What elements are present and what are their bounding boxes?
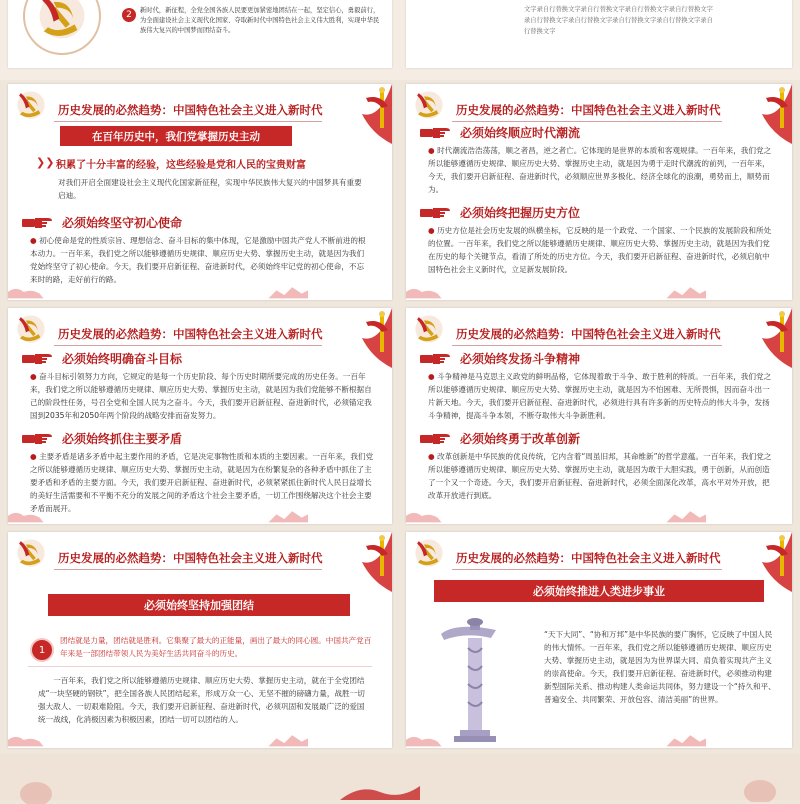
slide-title: 历史发展的必然趋势：中国特色社会主义进入新时代 [456, 327, 721, 341]
divider [452, 345, 722, 346]
paragraph-text: 主要矛盾是诸多矛盾中起主要作用的矛盾，它是决定事物性质和本质的主要因素。一百年来，我们党之所以能够遵循历史规律、顺应历史大势、掌握历史主动，就是因为在纷繁复杂的各种矛盾中抓住了主要矛盾和矛盾的主要方面。今天，我们要开启新征程、奋进新时代，必须紧紧抓住新时代人民日益增长的美好生活需要和不平衡不充分的发展之间的矛盾这个社会主要矛盾，一切工作围绕解决这个社会主要矛盾而展开。 [30, 452, 374, 513]
divider [452, 121, 722, 122]
slide-title: 历史发展的必然趋势：中国特色社会主义进入新时代 [58, 551, 323, 565]
section-heading [420, 124, 580, 141]
section-heading [22, 350, 182, 367]
section-banner: 在百年历史中，我们党掌握历史主动 [60, 126, 292, 146]
bottom-deco-icon [8, 732, 308, 748]
slide-3 [8, 308, 392, 524]
ribbon-deco-icon [340, 780, 420, 800]
bottom-deco-icon [406, 732, 706, 748]
section-heading-text: 必须始终把握历史方位 [460, 206, 581, 220]
slide-5 [8, 532, 392, 748]
paragraph: 一百年来，我们党之所以能够遵循历史规律、顺应历史大势、掌握历史主动，就在于全党团结成“一块坚硬的钢铁”，把全国各族人民团结起来，形成万众一心、无坚不摧的磅礴力量，战胜一切强大敌人、一切艰难险阻。今天，我们要开启新征程、奋进新时代，必须巩固和发展最广泛的爱国统一战线，化消极因素为积极因素，团结一切可以团结的人。 [38, 676, 365, 724]
section-heading [22, 214, 182, 231]
slide-header [406, 532, 792, 578]
huabiao-pillar-icon [436, 604, 506, 744]
slide-header [8, 308, 392, 354]
slide-1 [8, 84, 392, 300]
party-emblem-icon [412, 88, 446, 122]
party-emblem-icon [14, 536, 48, 570]
paragraph: ● 改革创新是中华民族的优良传统，它内含着“周虽旧邦，其命维新”的哲学意蕴。一百年来，我们党之所以能够遵循历史规律、顺应历史大势、掌握历史主动，就是因为敢于大胆实践，勇于创新，从而创造了一个又一个奇迹。今天，我们要开启新征程、奋进新时代，必须全面深化改革，高水平对外开放，把改革开放进行到底。 [428, 452, 772, 500]
double-chevron-icon: ❯❯ [36, 156, 55, 169]
paragraph-text: 奋斗目标引领努力方向，它规定的是每一个历史阶段、每个历史时期所要完成的历史任务。一百年来，我们党之所以能够遵循历史规律、顺应历史大势、掌握历史主动，就是因为我们党能够不断根据自己的阶段性任务，号召全党和全国人民为之奋斗。今天，我们要开启新征程、奋进新时代，必须锚定我国到2035年和2050年两个阶段的战略安排而奋发努力。 [30, 372, 372, 420]
paragraph-text: 改革创新是中华民族的优良传统，它内含着“周虽旧邦，其命维新”的哲学意蕴。一百年来，我们党之所以能够遵循历史规律、顺应历史大势、掌握历史主动，就是因为敢于大胆实践，勇于创新，从而创造了一个又一个奇迹。今天，我们要开启新征程、奋进新时代，必须全面深化改革，高水平对外开放，把改革开放进行到底。 [428, 452, 772, 500]
top-left-text: 新时代，新征程，全党全国各族人民要更加紧密地团结在一起，坚定信心，勇毅前行，为全面建设社会主义现代化国家、夺取新时代中国特色社会主义伟大胜利，实现中华民族伟大复兴的中国梦而团结奋斗。 [140, 7, 380, 34]
slide-title: 历史发展的必然趋势：中国特色社会主义进入新时代 [58, 103, 323, 117]
section-heading-text: 必须始终坚守初心使命 [62, 216, 183, 230]
number-badge: 1 [30, 638, 54, 662]
paragraph: ● 时代潮流浩浩荡荡，顺之者昌，逆之者亡。它体现的是世界的本质和客观规律。一百年来，我们党之所以能够遵循历史规律、顺应历史大势、掌握历史主动，就是因为勇于走时代潮流的前列，一百年来，今天，我们要开启新征程、奋进新时代，必须顺应世界多极化、经济全球化的浪潮，勇势而上，顺势而为。 [428, 146, 772, 194]
lead-text: 团结就是力量，团结就是胜利。它集聚了最大的正能量，画出了最大的同心圆。中国共产党百年来是一部团结带领人民为美好生活共同奋斗的历史。 [60, 636, 372, 658]
ribbon-deco-icon [722, 308, 792, 368]
ribbon-deco-icon [322, 84, 392, 144]
paragraph: ● 历史方位是社会历史发展的纵横坐标，它反映的是一个政党、一个国家、一个民族的发展阶段和所处的位置。一百年来，我们党之所以能够遵循历史规律、顺应历史大势、掌握历史主动，就是因为我们党在历史的每个关键节点，看清了所处的历史方位。今天，我们要开启新征程、奋进新时代，必须启航中国特色社会主义新时代，立足新发展阶段。 [428, 226, 772, 274]
party-emblem-large-icon [22, 0, 102, 56]
section-heading-text: 必须始终发扬斗争精神 [460, 352, 581, 366]
slide-2 [406, 84, 792, 300]
subheading: 积累了十分丰富的经验，这些经验是党和人民的宝贵财富 [56, 160, 306, 171]
party-emblem-icon [14, 312, 48, 346]
section-banner: 必须始终推进人类进步事业 [434, 580, 764, 602]
section-heading [22, 430, 182, 447]
pointing-hand-icon [22, 352, 56, 366]
paragraph: ● 奋斗目标引领努力方向，它规定的是每一个历史阶段、每个历史时期所要完成的历史任务。一百年来，我们党之所以能够遵循历史规律、顺应历史大势、掌握历史主动，就是因为我们党能够不断根据自己的阶段性任务，号召全党和全国人民为之奋斗。今天，我们要开启新征程、奋进新时代，必须锚定我国到2035年和2050年两个阶段的战略安排而奋发努力。 [30, 372, 372, 420]
paragraph: ● 斗争精神是马克思主义政党的鲜明品格，它体现着敢于斗争、敢于胜利的特质。一百年来，我们党之所以能够遵循历史规律、顺应历史大势、掌握历史主动，就是因为不怕困难、无所畏惧，因而奋斗出一片新天地。今天，我们要开启新征程、奋进新时代，必须进行具有许多新的历史特点的伟大斗争，发扬斗争精神，提高斗争本领，不断夺取伟大斗争新胜利。 [428, 372, 772, 420]
bottom-deco-icon [8, 508, 308, 524]
paragraph-text: 初心使命是党的性质宗旨、理想信念、奋斗目标的集中体现，它是激励中国共产党人不断前进的根本动力。一百年来，我们党之所以能够遵循历史规律、顺应历史大势、掌握历史主动，就是因为我们党始终坚守了初心使命。今天，我们要开启新征程、奋进新时代，必须始终牢记党的初心使命，不忘来时的路，走好前行的路。 [30, 236, 366, 284]
divider [54, 121, 322, 122]
section-heading-text: 必须始终顺应时代潮流 [460, 126, 581, 140]
section-heading [420, 350, 580, 367]
slide-header [8, 84, 392, 130]
slide-title: 历史发展的必然趋势：中国特色社会主义进入新时代 [456, 551, 721, 565]
paragraph-text: 时代潮流浩浩荡荡，顺之者昌，逆之者亡。它体现的是世界的本质和客观规律。一百年来，我们党之所以能够遵循历史规律、顺应历史大势、掌握历史主动，就是因为勇于走时代潮流的前列，一百年来，今天，我们要开启新征程、奋进新时代，必须顺应世界多极化、经济全球化的浪潮，勇势而上，顺势而为。 [428, 146, 772, 194]
lantern-icon [740, 772, 780, 802]
slide-header [8, 532, 392, 578]
party-emblem-icon [14, 88, 48, 122]
pointing-hand-icon [22, 432, 56, 446]
divider [54, 345, 322, 346]
section-heading-text: 必须始终抓住主要矛盾 [62, 432, 183, 446]
number-badge: 2 [122, 8, 136, 22]
section-heading [420, 430, 580, 447]
divider [28, 666, 372, 667]
slide-6 [406, 532, 792, 748]
section-heading [420, 204, 580, 221]
ribbon-deco-icon [322, 532, 392, 592]
paragraph: ● 主要矛盾是诸多矛盾中起主要作用的矛盾，它是决定事物性质和本质的主要因素。一百年来，我们党之所以能够遵循历史规律、顺应历史大势、掌握历史主动，就是因为在纷繁复杂的各种矛盾中抓住了主要矛盾和矛盾的主要方面。今天，我们要开启新征程、奋进新时代，必须紧紧抓住新时代人民日益增长的美好生活需要和不平衡不充分的发展之间的矛盾这个社会主要矛盾，一切工作围绕解决这个社会主要矛盾而展开。 [30, 452, 374, 513]
section-heading-text: 必须始终勇于改革创新 [460, 432, 581, 446]
slide-top-left [8, 0, 392, 68]
pointing-hand-icon [420, 206, 454, 220]
bottom-deco-icon [8, 284, 308, 300]
slide-title: 历史发展的必然趋势：中国特色社会主义进入新时代 [456, 103, 721, 117]
party-emblem-icon [412, 536, 446, 570]
slide-header [406, 308, 792, 354]
slide-4 [406, 308, 792, 524]
section-banner: 必须始终坚持加强团结 [48, 594, 350, 616]
section-heading-text: 必须始终明确奋斗目标 [62, 352, 183, 366]
party-emblem-icon [412, 312, 446, 346]
ribbon-deco-icon [722, 84, 792, 144]
top-right-text: 文字录自行替换文字录自行替换文字录自行替换文字录自行替换文字录自行替换文字录自行替换文字录自行替换文字录自行替换文字录自行替换文字 [524, 6, 713, 35]
ribbon-deco-icon [322, 308, 392, 368]
slide-title: 历史发展的必然趋势：中国特色社会主义进入新时代 [58, 327, 323, 341]
divider [452, 569, 722, 570]
paragraph-text: 斗争精神是马克思主义政党的鲜明品格，它体现着敢于斗争、敢于胜利的特质。一百年来，我们党之所以能够遵循历史规律、顺应历史大势、掌握历史主动，就是因为不怕困难、无所畏惧，因而奋斗出一片新天地。今天，我们要开启新征程、奋进新时代，必须进行具有许多新的历史特点的伟大斗争，发扬斗争精神，提高斗争本领，不断夺取伟大斗争新胜利。 [428, 372, 772, 420]
pointing-hand-icon [420, 352, 454, 366]
bottom-deco-icon [406, 284, 706, 300]
intro-text: 对我们开启全面建设社会主义现代化国家新征程，实现中华民族伟大复兴的中国梦具有重要启迪。 [58, 178, 362, 200]
bottom-deco-icon [406, 508, 706, 524]
pointing-hand-icon [22, 216, 56, 230]
slide-top-right [406, 0, 792, 68]
paragraph-text: 历史方位是社会历史发展的纵横坐标，它反映的是一个政党、一个国家、一个民族的发展阶段和所处的位置。一百年来，我们党之所以能够遵循历史规律、顺应历史大势、掌握历史主动，就是因为我们党在历史的每个关键节点，看清了所处的历史方位。今天，我们要开启新征程、奋进新时代，必须启航中国特色社会主义新时代，立足新发展阶段。 [428, 226, 772, 274]
divider [54, 569, 322, 570]
paragraph: “天下大同”、“协和万邦”是中华民族的要广胸怀，它反映了中国人民的伟大情怀。一百年来，我们党之所以能够遵循历史规律、顺应历史大势、掌握历史主动，就是因为为世界谋大同、肩负着实现共产主义的崇高使命。今天，我们要开启新征程、奋进新时代，必须推动构建新型国际关系、推动构建人类命运共同体，努力建设一个“持久和平、普遍安全、共同繁荣、开放包容、清洁美丽”的世界。 [544, 630, 776, 704]
bottom-strip [0, 754, 800, 800]
paragraph: ● 初心使命是党的性质宗旨、理想信念、奋斗目标的集中体现，它是激励中国共产党人不断前进的根本动力。一百年来，我们党之所以能够遵循历史规律、顺应历史大势、掌握历史主动，就是因为我们党始终坚守了初心使命。今天，我们要开启新征程、奋进新时代，必须始终牢记党的初心使命，不忘来时的路，走好前行的路。 [30, 236, 366, 284]
pointing-hand-icon [420, 432, 454, 446]
pointing-hand-icon [420, 126, 454, 140]
